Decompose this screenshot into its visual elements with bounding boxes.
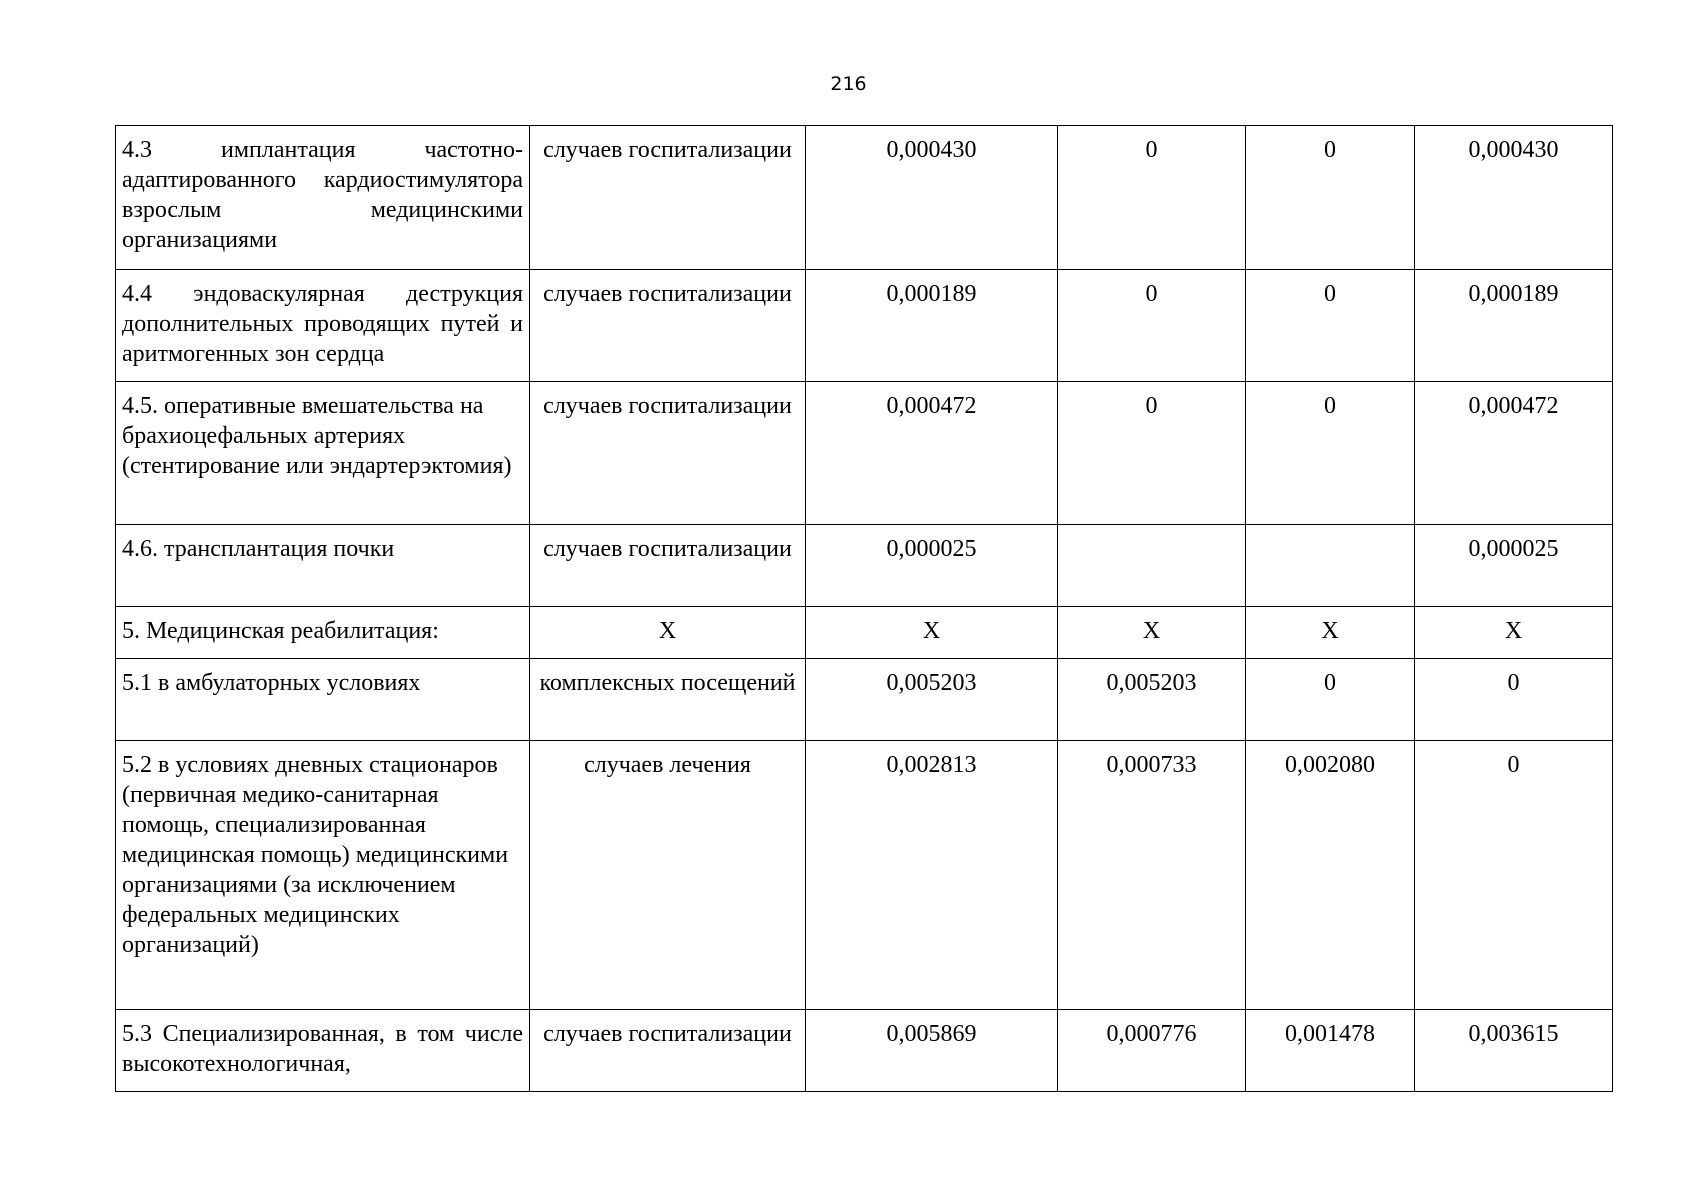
value-cell: 0,000430	[806, 126, 1058, 270]
value-cell: 0,005203	[806, 659, 1058, 741]
row-name-cell: 4.6. трансплантация почки	[116, 525, 530, 607]
value-cell: 0,003615	[1415, 1010, 1613, 1092]
value-cell: 0,000189	[806, 270, 1058, 382]
value-cell: 0	[1415, 741, 1613, 1010]
value-cell	[1246, 525, 1415, 607]
unit-cell: случаев госпитализации	[530, 382, 806, 525]
page-number: 216	[830, 73, 867, 95]
value-cell: 0,002080	[1246, 741, 1415, 1010]
value-cell: 0,002813	[806, 741, 1058, 1010]
row-name-cell: 4.4 эндоваскулярная деструкция дополнительных проводящих путей и аритмогенных зон сердца	[116, 270, 530, 382]
value-cell: 0,000472	[806, 382, 1058, 525]
table-row	[116, 659, 1613, 741]
row-name-cell: 5. Медицинская реабилитация:	[116, 607, 530, 659]
table-row	[116, 382, 1613, 525]
value-cell: 0,000430	[1415, 126, 1613, 270]
table-row	[116, 741, 1613, 1010]
row-name-cell: 5.3 Специализированная, в том числе высокотехнологичная,	[116, 1010, 530, 1092]
value-cell: Х	[1058, 607, 1246, 659]
row-name-cell: 5.2 в условиях дневных стационаров (первичная медико-санитарная помощь, специализированная медицинская помощь) медицинскими организациями (за исключением федеральных медицинских организаций)	[116, 741, 530, 1010]
value-cell: 0	[1058, 382, 1246, 525]
value-cell: 0,000776	[1058, 1010, 1246, 1092]
unit-cell: случаев госпитализации	[530, 270, 806, 382]
value-cell: 0	[1246, 382, 1415, 525]
value-cell: 0,005869	[806, 1010, 1058, 1092]
table-row	[116, 270, 1613, 382]
row-name-cell: 5.1 в амбулаторных условиях	[116, 659, 530, 741]
value-cell: Х	[1246, 607, 1415, 659]
value-cell: 0	[1246, 270, 1415, 382]
unit-cell: случаев госпитализации	[530, 1010, 806, 1092]
value-cell: 0	[1246, 659, 1415, 741]
value-cell: 0	[1415, 659, 1613, 741]
value-cell: Х	[1415, 607, 1613, 659]
unit-cell: случаев лечения	[530, 741, 806, 1010]
value-cell: 0	[1058, 270, 1246, 382]
value-cell: 0,000472	[1415, 382, 1613, 525]
value-cell: 0,000025	[1415, 525, 1613, 607]
value-cell: 0	[1246, 126, 1415, 270]
row-name-cell: 4.5. оперативные вмешательства на брахиоцефальных артериях (стентирование или эндартерэктомия)	[116, 382, 530, 525]
value-cell: 0	[1058, 126, 1246, 270]
table-row	[116, 126, 1613, 270]
value-cell: 0,000733	[1058, 741, 1246, 1010]
value-cell: 0,005203	[1058, 659, 1246, 741]
row-name-cell: 4.3 имплантация частотно-адаптированного кардиостимулятора взрослым медицинскими организациями	[116, 126, 530, 270]
table-row	[116, 525, 1613, 607]
value-cell: 0,000189	[1415, 270, 1613, 382]
data-table	[115, 125, 1613, 1092]
value-cell	[1058, 525, 1246, 607]
unit-cell: Х	[530, 607, 806, 659]
value-cell: Х	[806, 607, 1058, 659]
table-row	[116, 1010, 1613, 1092]
value-cell: 0,000025	[806, 525, 1058, 607]
table-body	[116, 126, 1613, 1092]
unit-cell: комплексных посещений	[530, 659, 806, 741]
value-cell: 0,001478	[1246, 1010, 1415, 1092]
unit-cell: случаев госпитализации	[530, 126, 806, 270]
unit-cell: случаев госпитализации	[530, 525, 806, 607]
table-row	[116, 607, 1613, 659]
